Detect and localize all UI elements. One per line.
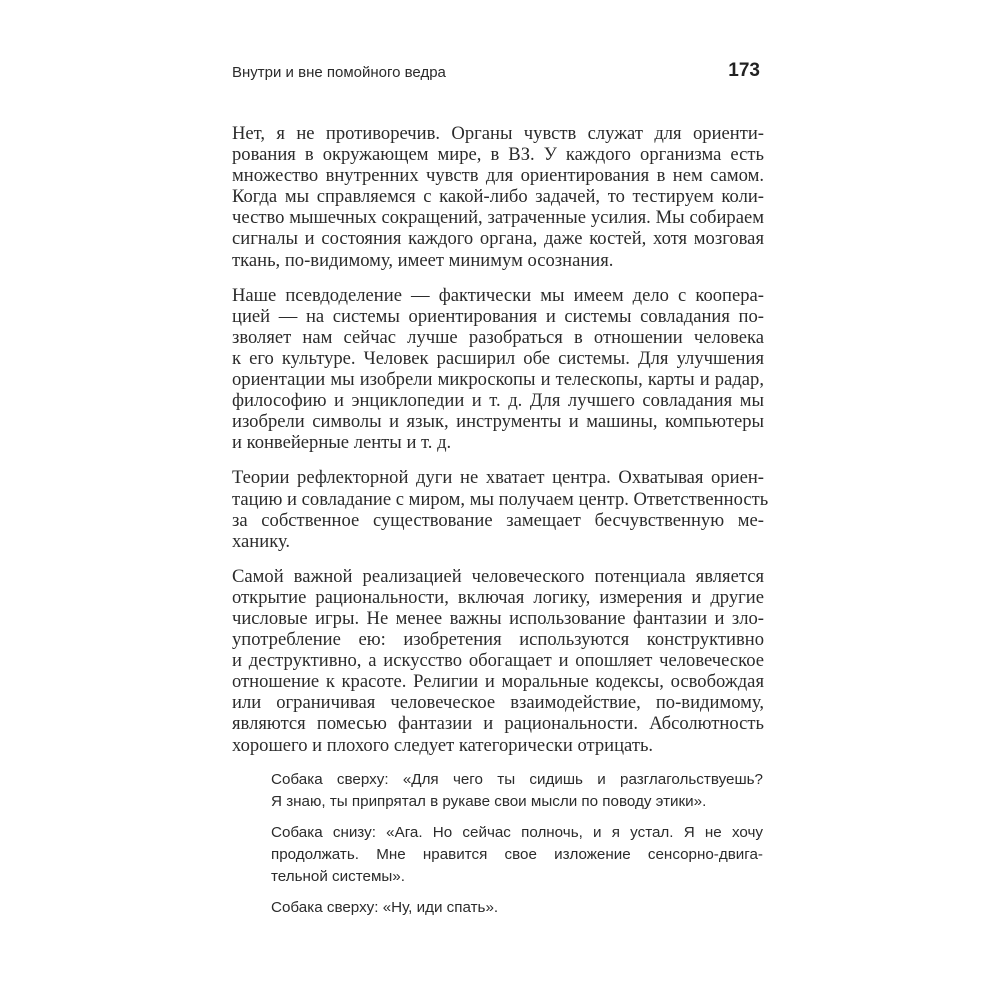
text-line: открытие рациональности, включая логику, измерения и другие [232,586,764,608]
text-line: Собака сверху: «Для чего ты сидишь и разглагольствуешь? [271,771,763,788]
text-line: продолжать. Мне нравится свое изложение сенсорно-двига- [271,846,763,863]
text-line: тацию и совладание с миром, мы получаем центр. Ответственность [232,488,769,510]
text-line: Когда мы справляемся с какой-либо задачей, то тестируем коли- [232,186,764,208]
text-line: к его культуре. Человек расширил обе системы. Для улучшения [232,347,764,369]
paragraph [232,566,764,756]
body-text [232,123,769,770]
text-line: и конвейерные ленты и т. д. [232,432,452,454]
text-line: ориентации мы изобрели микроскопы и телескопы, карты и радар, [232,369,764,391]
text-line: множество внутренних чувств для ориентирования в нем самом. [232,165,764,187]
text-line: философию и энциклопедии и т. д. Для лучшего совладания мы [232,390,764,412]
dialogue-line [271,897,763,919]
text-line: или ограничивая человеческое взаимодействие, по-видимому, [232,692,764,714]
text-line: Теории рефлекторной дуги не хватает центра. Охватывая ориен- [232,467,764,489]
text-line: ханику. [232,530,291,552]
text-line: зволяет нам сейчас лучше разобраться в отношении человека [232,326,764,348]
dialogue-block [271,769,763,928]
text-line: сигналы и состояния каждого органа, даже костей, хотя мозговая [232,228,764,250]
text-line: ткань, по-видимому, имеет минимум осознания. [232,249,614,271]
text-line: за собственное существование замещает бесчувственную ме- [232,509,764,531]
text-line: являются помесью фантазии и рациональности. Абсолютность [232,713,764,735]
text-line: отношение к красоте. Религии и моральные кодексы, освобождая [232,671,764,693]
text-line: употребление ею: изобретения используются конструктивно [232,629,764,651]
text-line: Я знаю, ты припрятал в рукаве свои мысли по поводу этики». [271,793,707,810]
paragraph [232,467,769,552]
text-line: и деструктивно, а искусство обогащает и опошляет человеческое [232,650,764,672]
text-line: числовые игры. Не менее важны использование фантазии и зло- [232,607,764,629]
dialogue-line [271,822,763,888]
text-line: Самой важной реализацией человеческого потенциала является [232,565,764,587]
running-title: Внутри и вне помойного ведра [232,64,446,81]
page-number: 173 [728,60,760,81]
dialogue-line [271,769,763,813]
text-line: рования в окружающем мире, в ВЗ. У каждого организма есть [232,144,764,166]
paragraph [232,285,764,454]
text-line: Нет, я не противоречив. Органы чувств служат для ориенти- [232,123,764,144]
page-header [232,60,764,88]
text-line: цией — на системы ориентирования и системы совладания по- [232,305,764,327]
text-line: Собака сверху: «Ну, иди спать». [271,899,499,916]
text-line: Собака снизу: «Ага. Но сейчас полночь, и я устал. Я не хочу [271,824,763,841]
text-line: Наше псевдоделение — фактически мы имеем дело с коопера- [232,284,764,306]
text-line: изобрели символы и язык, инструменты и машины, компьютеры [232,411,764,433]
text-line: хорошего и плохого следует категорически отрицать. [232,734,654,756]
paragraph [232,123,764,271]
text-line: чество мышечных сокращений, затраченные усилия. Мы собираем [232,207,764,229]
text-line: тельной системы». [271,868,405,885]
